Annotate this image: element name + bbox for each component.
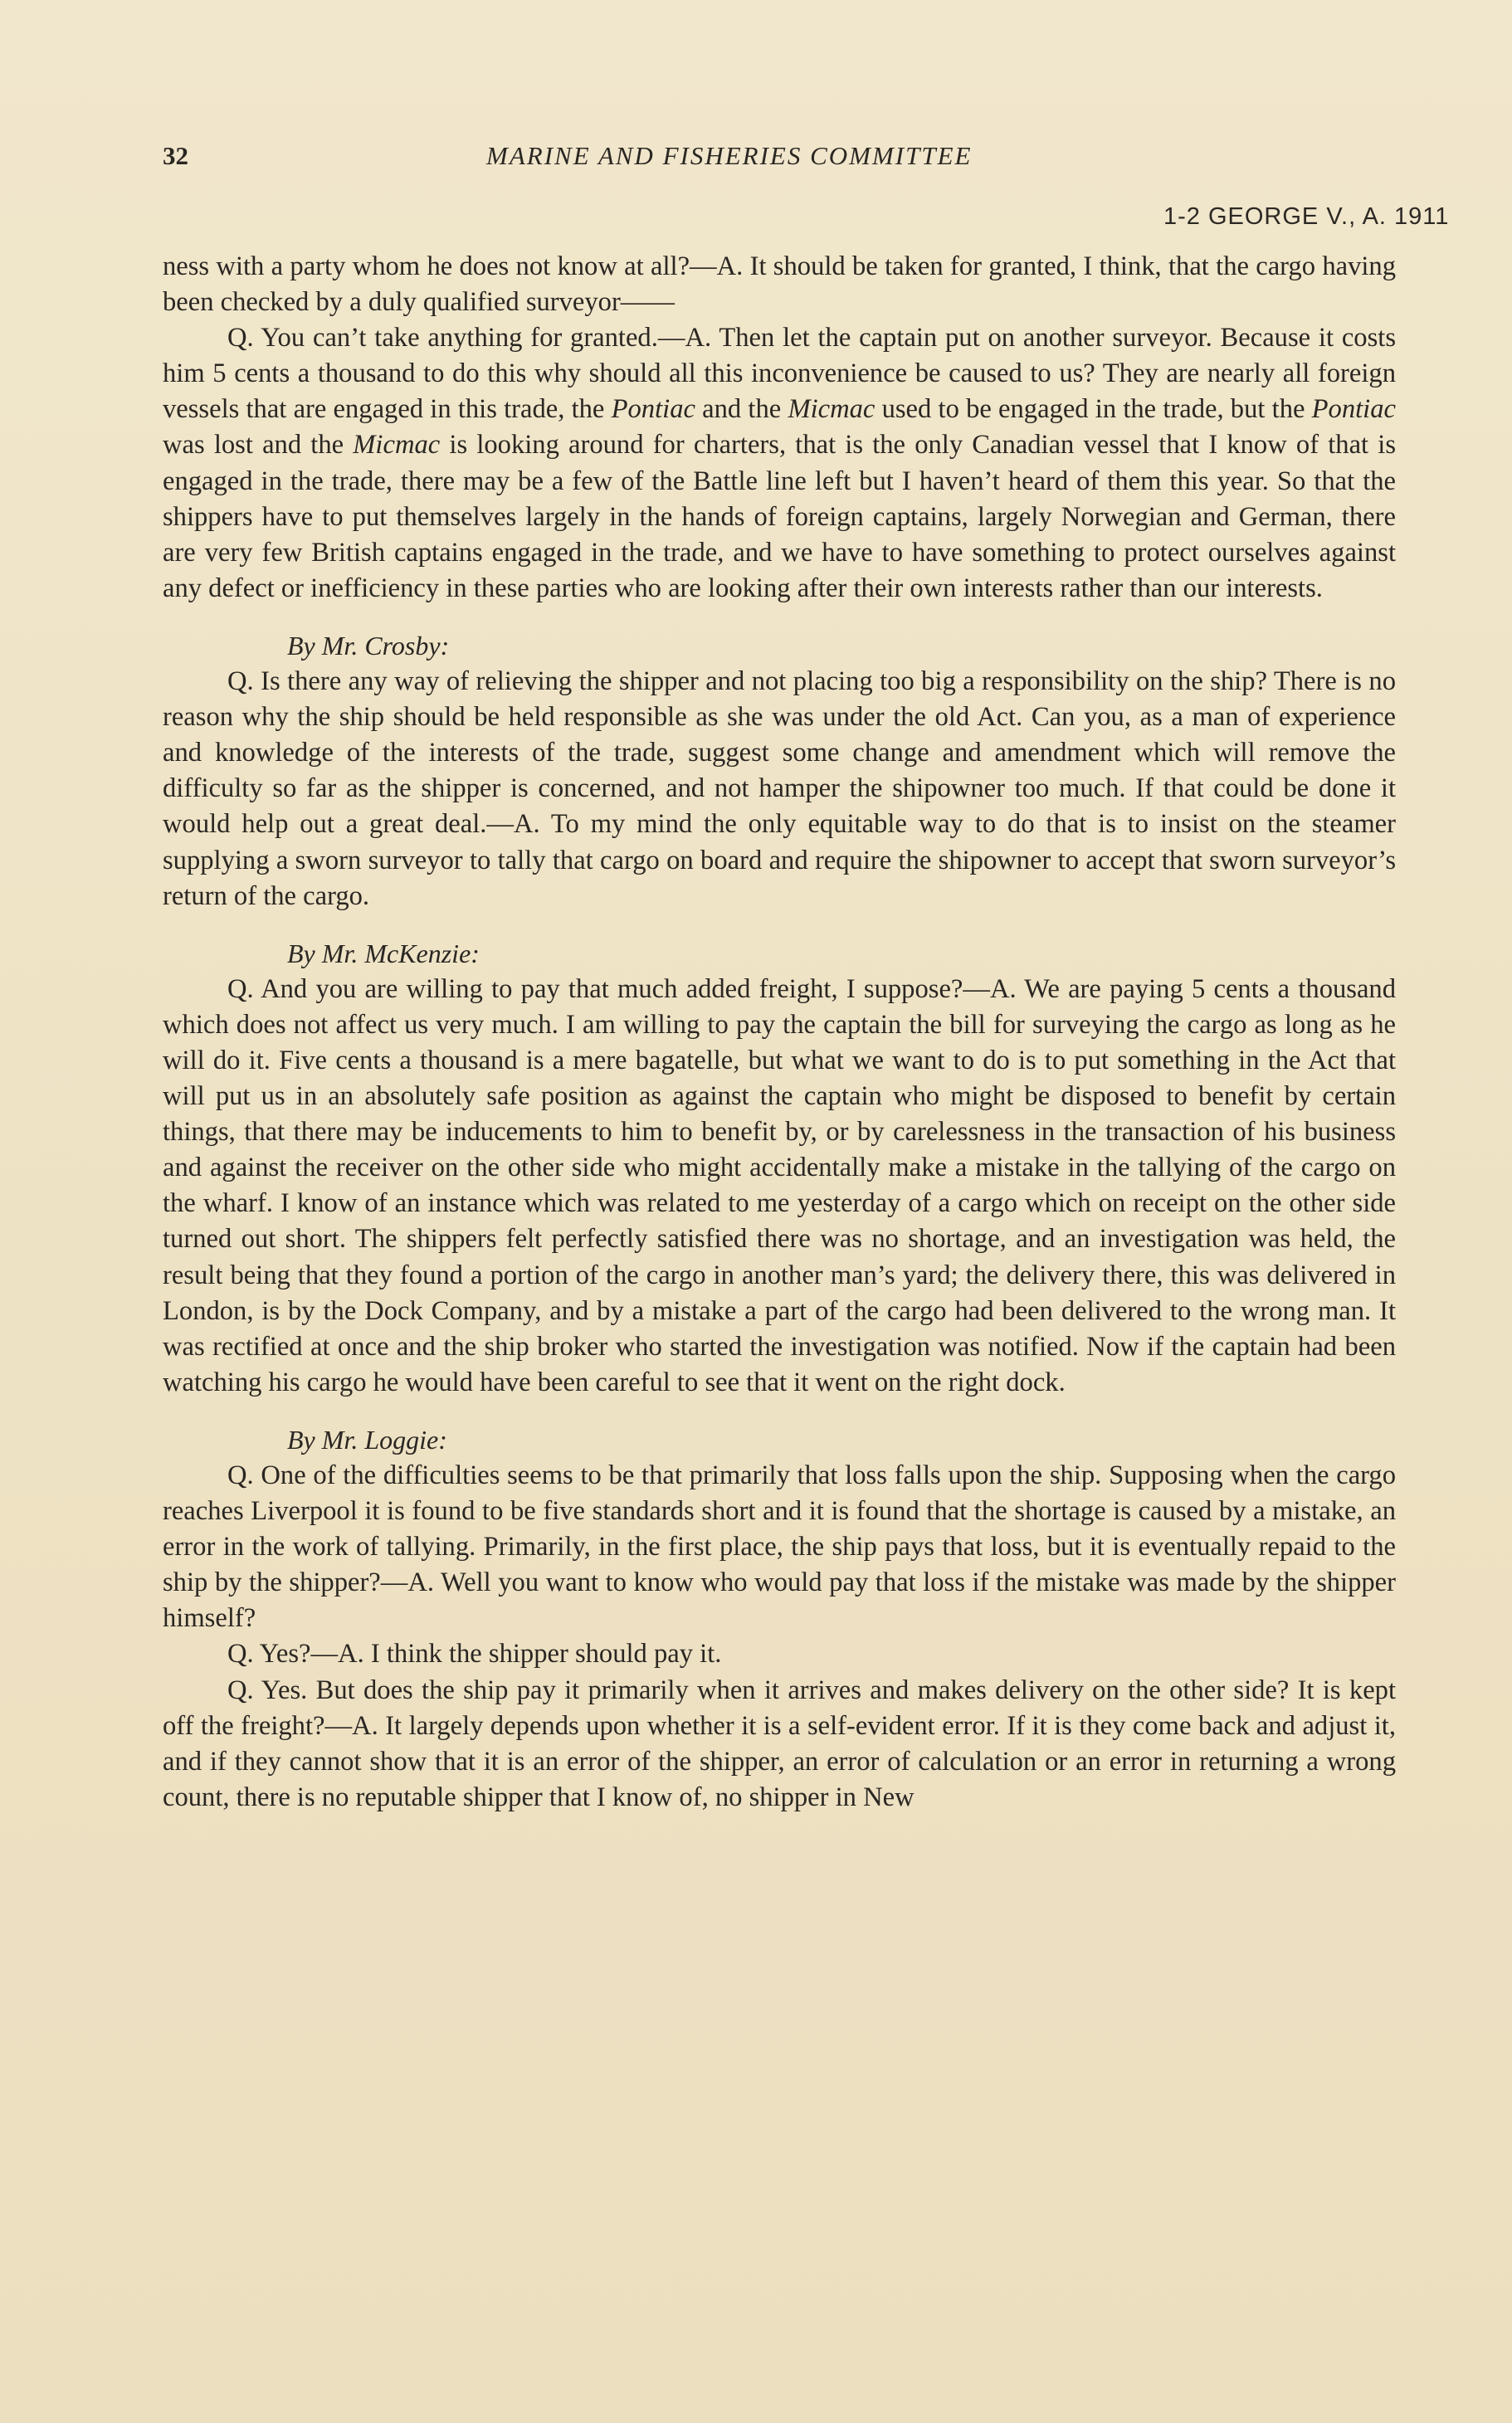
text-run: Q. One of the difficulties seems to be that primarily that loss falls upon the ship. Supposing when the cargo reaches Liverpool it is found to be five standards short and it is found that the shortage is caused by a mistake, an error in the work of tallying. Primarily, in the first place, the ship pays that loss, but it is eventually repaid to the ship by the shipper?—A. Well you want to know who would pay that loss if the mistake was made by the shipper himself? bbox=[163, 1460, 1396, 1634]
text-run: Q. Is there any way of relieving the shipper and not placing too big a responsibility on the ship? There is no reason why the ship should be held responsible as she was under the old Act. Can you, as a man of experience and knowledge of the interests of the trade, suggest some change and amendment which will remove the difficulty so far as the shipper is concerned, and not hamper the shipowner too much. If that could be done it would help out a great deal.—A. To my mind the only equitable way to do that is to insist on the steamer supplying a sworn surveyor to tally that cargo on board and require the shipowner to accept that sworn surveyor’s return of the cargo. bbox=[163, 666, 1396, 911]
text-run: Q. Yes?—A. I think the shipper should pay it. bbox=[227, 1639, 722, 1670]
text-run: is looking around for charters, that is the only Canadian vessel that I know of that is engaged in the trade, there may be a few of the Battle line left but I haven’t heard of them this year. So that the shippers have to put themselves largely in the hands of foreign captains, largely Norwegian and German, there are very few British captains engaged in the trade, and we have to have something to protect ourselves against any defect or inefficiency in these parties who are looking after their own interests rather than our interests. bbox=[163, 430, 1396, 603]
page-header bbox=[163, 141, 1399, 178]
running-title: MARINE AND FISHERIES COMMITTEE bbox=[486, 141, 973, 170]
text-run: and the bbox=[695, 394, 788, 425]
paragraph bbox=[163, 249, 1396, 320]
paragraph bbox=[163, 972, 1396, 1401]
paragraph bbox=[163, 320, 1396, 607]
vessel-name: Pontiac bbox=[1311, 394, 1396, 425]
speaker-heading: By Mr. McKenzie: bbox=[287, 938, 480, 968]
paragraph bbox=[163, 1636, 1396, 1672]
regnal-year: 1-2 GEORGE V., A. 1911 bbox=[1163, 203, 1450, 230]
speaker-heading: By Mr. Loggie: bbox=[287, 1424, 447, 1455]
paragraph bbox=[163, 1673, 1396, 1816]
text-run: Q. And you are willing to pay that much added freight, I suppose?—A. We are paying 5 cents a thousand which does not affect us very much. I am willing to pay the captain the bill for surveying the cargo as long as he will do it. Five cents a thousand is a mere bagatelle, but what we want to do is to put something in the Act that will put us in an absolutely safe position as against the captain who might be disposed to benefit by certain things, that there may be inducements to him to benefit by, or by carelessness in the transaction of his business and against the receiver on the other side who might accidentally make a mistake in the tallying of the cargo on the wharf. I know of an instance which was related to me yesterday of a cargo which on receipt on the other side turned out short. The shippers felt perfectly satisfied there was no shortage, and an investigation was held, the result being that they found a portion of the cargo in another man’s yard; the delivery there, this was delivered in London, is by the Dock Company, and by a mistake a part of the cargo had been delivered to the wrong man. It was rectified at once and the ship broker who started the investigation was notified. Now if the captain had been watching his cargo he would have been careful to see that it went on the right dock. bbox=[163, 973, 1396, 1397]
page-number: 32 bbox=[163, 141, 188, 170]
text-run: was lost and the bbox=[163, 430, 354, 461]
vessel-name: Micmac bbox=[788, 394, 875, 425]
text-run: Q. Yes. But does the ship pay it primarily when it arrives and makes delivery on the other side? It is kept off the freight?—A. It largely depends upon whether it is a self-evident error. If it is they come back and adjust it, and if they cannot show that it is an error of the shipper, an error of calculation or an error in returning a wrong count, there is no reputable shipper that I know of, no shipper in New bbox=[163, 1675, 1396, 1812]
text-run: Q. You can’t take anything for granted.—A. Then let the captain put on another surveyor. Because it costs him 5 cents a thousand to do this why should all this inconvenience be caused to us? They are nearly all foreign vessels that are engaged in this trade, the bbox=[163, 323, 1396, 425]
paragraph bbox=[163, 664, 1396, 914]
vessel-name: Pontiac bbox=[611, 394, 695, 425]
vessel-name: Micmac bbox=[353, 430, 441, 461]
document-body bbox=[163, 249, 1396, 1816]
text-run: ness with a party whom he does not know at all?—A. It should be taken for granted, I think, that the cargo having been checked by a duly qualified surveyor—— bbox=[163, 251, 1396, 318]
text-run: used to be engaged in the trade, but the bbox=[875, 394, 1312, 425]
paragraph bbox=[163, 1458, 1396, 1636]
speaker-heading: By Mr. Crosby: bbox=[287, 630, 450, 661]
